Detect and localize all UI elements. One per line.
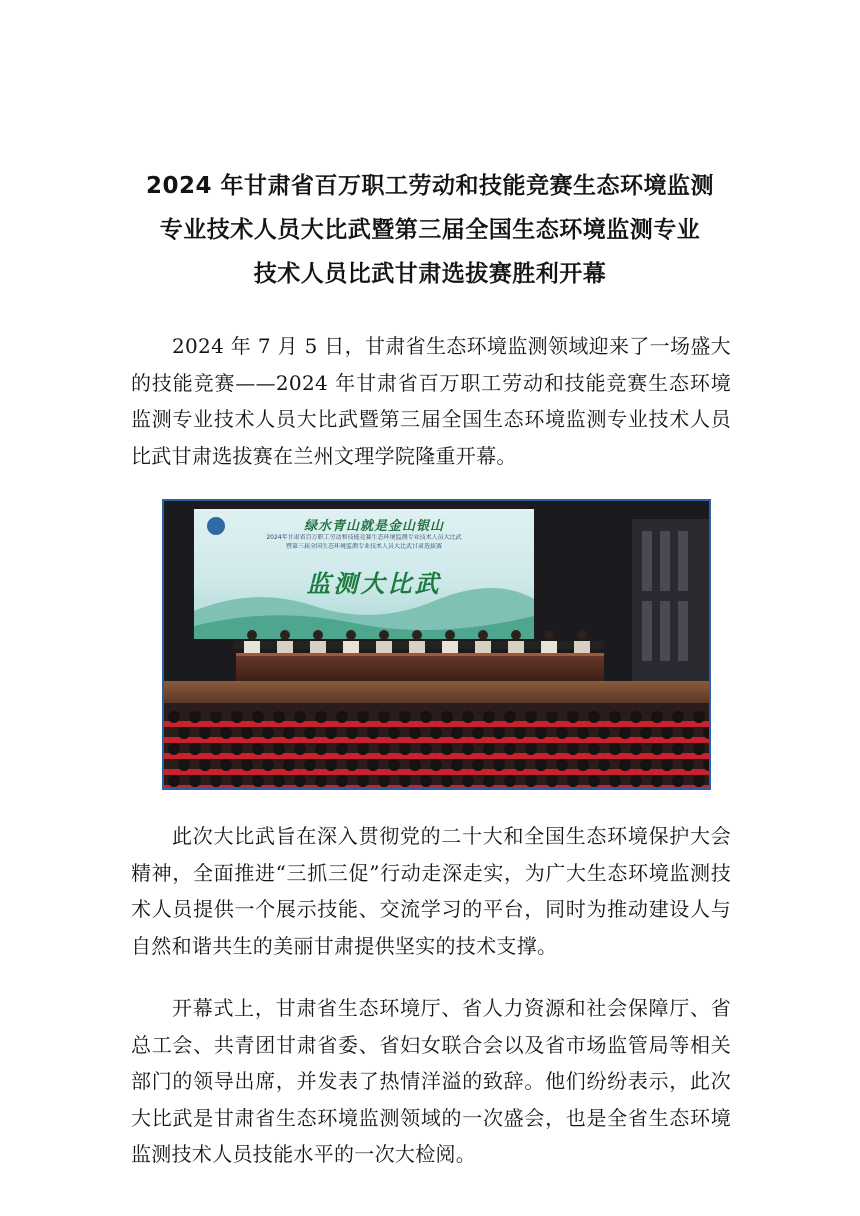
event-photo xyxy=(162,499,711,790)
paragraph-intro: 2024 年 7 月 5 日，甘肃省生态环境监测领域迎来了一场盛大的技能竞赛——2024 年甘肃省百万职工劳动和技能竞赛生态环境监测专业技术人员大比武暨第三届全国生态环境监测专业技术人员比武甘肃选拔赛在兰州文理学院隆重开幕。 xyxy=(131,334,731,468)
banner-main-text: 监测大比武 xyxy=(306,569,442,598)
title-line: 2024 年甘肃省百万职工劳动和技能竞赛生态环境监测 xyxy=(145,173,715,199)
banner-slogan: 绿水青山就是金山银山 xyxy=(303,519,444,534)
title-line: 技术人员比武甘肃选拔赛胜利开幕 xyxy=(253,261,607,287)
title-line: 专业技术人员大比武暨第三届全国生态环境监测专业 xyxy=(159,217,701,243)
banner-subtitle-line: 2024年甘肃省百万职工劳动和技能竞赛生态环境监测专业技术人员大比武 xyxy=(266,534,462,541)
paragraph-ceremony: 开幕式上，甘肃省生态环境厅、省人力资源和社会保障厅、省总工会、共青团甘肃省委、省妇女联合会以及省市场监管局等相关部门的领导出席，并发表了热情洋溢的致辞。他们纷纷表示，此次大比武是甘肃省生态环境监测领域的一次盛会，也是全省生态环境监测技术人员技能水平的一次大检阅。 xyxy=(131,996,731,1166)
banner-subtitle-line: 暨第三届全国生态环境监测专业技术人员大比武甘肃选拔赛 xyxy=(285,543,442,550)
paragraph-purpose: 此次大比武旨在深入贯彻党的二十大和全国生态环境保护大会精神，全面推进“三抓三促”行动走深走实，为广大生态环境监测技术人员提供一个展示技能、交流学习的平台，同时为推动建设人与自然和谐共生的美丽甘肃提供坚实的技术支撑。 xyxy=(131,824,731,958)
article-title xyxy=(0,164,860,296)
